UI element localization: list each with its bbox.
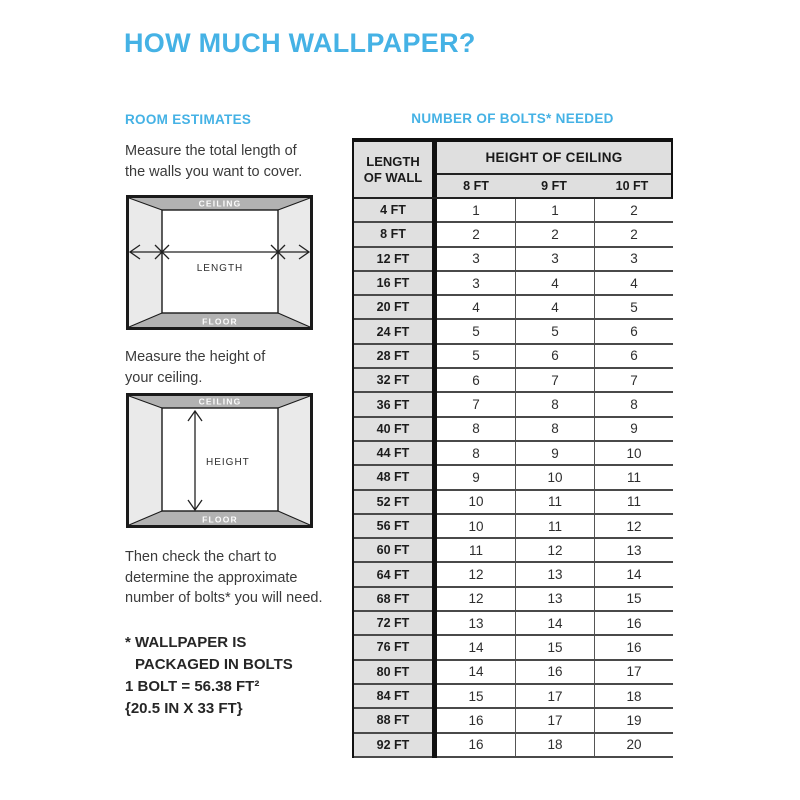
- bolt-count-cell: 16: [437, 709, 516, 731]
- group-header: HEIGHT OF CEILING: [437, 142, 671, 175]
- bolt-count-cell: 2: [437, 223, 516, 245]
- bolt-count-cell: 11: [595, 491, 673, 513]
- bolt-count-cell: 6: [595, 320, 673, 342]
- bolt-count-cell: 9: [437, 466, 516, 488]
- corner-header-line2: OF WALL: [363, 169, 423, 185]
- table-row: [354, 345, 673, 369]
- floor-label: FLOOR: [202, 514, 238, 525]
- wall-length-cell: 32 FT: [354, 369, 437, 391]
- bolt-count-cell: 5: [595, 296, 673, 318]
- bolts-packaging-note: [125, 632, 293, 676]
- wall-length-cell: 16 FT: [354, 272, 437, 294]
- table-row: [354, 199, 673, 223]
- bolt-count-cell: 15: [595, 588, 673, 610]
- bolt-count-cell: 19: [595, 709, 673, 731]
- page-title: HOW MUCH WALLPAPER?: [124, 28, 476, 58]
- step2-line2: your ceiling.: [125, 369, 203, 386]
- bolt-count-cell: 5: [437, 320, 516, 342]
- bolt-count-cell: 14: [437, 636, 516, 658]
- wall-length-cell: 12 FT: [354, 248, 437, 270]
- table-row: [354, 563, 673, 587]
- wall-length-cell: 72 FT: [354, 612, 437, 634]
- table-row: [354, 491, 673, 515]
- bolt-count-cell: 8: [516, 393, 595, 415]
- wall-length-cell: 56 FT: [354, 515, 437, 537]
- bolt-count-cell: 10: [437, 515, 516, 537]
- bolt-count-cell: 3: [437, 272, 516, 294]
- bolt-count-cell: 2: [516, 223, 595, 245]
- table-row: [354, 369, 673, 393]
- table-row: [354, 272, 673, 296]
- bolts-table: [352, 138, 673, 758]
- bolt-count-cell: 4: [516, 272, 595, 294]
- floor-label: FLOOR: [202, 316, 238, 327]
- bolt-count-cell: 13: [516, 588, 595, 610]
- bolt-size-note: [125, 676, 259, 720]
- bolt-count-cell: 12: [516, 539, 595, 561]
- bolt-count-cell: 10: [437, 491, 516, 513]
- table-row: [354, 442, 673, 466]
- bolt-count-cell: 15: [516, 636, 595, 658]
- wall-length-cell: 44 FT: [354, 442, 437, 464]
- step3-line2: determine the approximate: [125, 569, 298, 586]
- wall-length-cell: 68 FT: [354, 588, 437, 610]
- bolt-count-cell: 7: [595, 369, 673, 391]
- table-row: [354, 418, 673, 442]
- bolt-count-cell: 7: [437, 393, 516, 415]
- table-row: [354, 515, 673, 539]
- table-row: [354, 709, 673, 733]
- bolt-count-cell: 6: [437, 369, 516, 391]
- bolt-count-cell: 8: [437, 418, 516, 440]
- bolts-note-line1: * WALLPAPER IS: [125, 634, 247, 651]
- step3-text: [125, 547, 322, 609]
- bolt-count-cell: 3: [437, 248, 516, 270]
- length-measure-label: LENGTH: [196, 263, 244, 274]
- wall-length-cell: 40 FT: [354, 418, 437, 440]
- bolt-count-cell: 4: [437, 296, 516, 318]
- bolt-count-cell: 7: [516, 369, 595, 391]
- bolt-count-cell: 3: [595, 248, 673, 270]
- bolt-count-cell: 8: [437, 442, 516, 464]
- bolt-count-cell: 5: [516, 320, 595, 342]
- bolt-count-cell: 17: [595, 661, 673, 683]
- column-header-10ft: 10 FT: [615, 179, 649, 193]
- table-row: [354, 685, 673, 709]
- bolt-count-cell: 15: [437, 685, 516, 707]
- wall-length-cell: 48 FT: [354, 466, 437, 488]
- height-measure-label: HEIGHT: [206, 457, 250, 468]
- bolt-count-cell: 8: [516, 418, 595, 440]
- bolt-count-cell: 14: [437, 661, 516, 683]
- bolt-count-cell: 18: [595, 685, 673, 707]
- wall-length-cell: 88 FT: [354, 709, 437, 731]
- step3-line1: Then check the chart to: [125, 549, 277, 565]
- ceiling-label: CEILING: [198, 396, 242, 407]
- bolt-count-cell: 2: [595, 223, 673, 245]
- bolt-count-cell: 8: [595, 393, 673, 415]
- bolt-count-cell: 14: [516, 612, 595, 634]
- bolts-table-header: [354, 138, 673, 199]
- bolt-count-cell: 11: [516, 491, 595, 513]
- wall-length-cell: 52 FT: [354, 491, 437, 513]
- bolt-count-cell: 6: [595, 345, 673, 367]
- bolt-count-cell: 9: [516, 442, 595, 464]
- bolt-count-cell: 13: [595, 539, 673, 561]
- room-length-diagram: [126, 195, 313, 330]
- table-row: [354, 248, 673, 272]
- step2-text: [125, 347, 265, 388]
- wall-length-cell: 92 FT: [354, 734, 437, 756]
- bolt-count-cell: 12: [595, 515, 673, 537]
- table-row: [354, 661, 673, 685]
- wall-length-cell: 60 FT: [354, 539, 437, 561]
- wall-length-cell: 20 FT: [354, 296, 437, 318]
- room-height-diagram: [126, 393, 313, 528]
- column-header-9ft: 9 FT: [541, 179, 567, 193]
- table-row: [354, 612, 673, 636]
- bolt-count-cell: 1: [516, 199, 595, 221]
- table-row: [354, 636, 673, 660]
- bolt-count-cell: 6: [516, 345, 595, 367]
- bolt-count-cell: 11: [516, 515, 595, 537]
- bolt-count-cell: 12: [437, 563, 516, 585]
- wall-length-cell: 84 FT: [354, 685, 437, 707]
- bolt-count-cell: 16: [437, 734, 516, 756]
- bolts-needed-heading: NUMBER OF BOLTS* NEEDED: [411, 111, 614, 126]
- bolt-size-line2: {20.5 IN X 33 FT}: [125, 700, 243, 717]
- column-header-8ft: 8 FT: [463, 179, 489, 193]
- wall-length-cell: 4 FT: [354, 199, 437, 221]
- bolt-count-cell: 11: [437, 539, 516, 561]
- table-row: [354, 734, 673, 758]
- step1-line1: Measure the total length of: [125, 143, 297, 159]
- step3-line3: number of bolts* you will need.: [125, 590, 323, 606]
- bolt-count-cell: 20: [595, 734, 673, 756]
- bolt-count-cell: 16: [595, 636, 673, 658]
- bolt-count-cell: 13: [516, 563, 595, 585]
- table-row: [354, 588, 673, 612]
- bolt-count-cell: 14: [595, 563, 673, 585]
- ceiling-height-header-group: [437, 142, 671, 197]
- step2-line1: Measure the height of: [125, 349, 266, 365]
- wall-length-cell: 64 FT: [354, 563, 437, 585]
- bolt-count-cell: 16: [516, 661, 595, 683]
- bolt-count-cell: 4: [516, 296, 595, 318]
- bolt-count-cell: 3: [516, 248, 595, 270]
- bolt-count-cell: 12: [437, 588, 516, 610]
- bolt-size-line1: 1 BOLT = 56.38 FT²: [125, 678, 260, 695]
- bolt-count-cell: 2: [595, 199, 673, 221]
- bolt-count-cell: 4: [595, 272, 673, 294]
- bolt-count-cell: 18: [516, 734, 595, 756]
- step1-line2: the walls you want to cover.: [125, 163, 303, 180]
- bolt-count-cell: 17: [516, 685, 595, 707]
- back-wall: [162, 210, 278, 313]
- table-row: [354, 223, 673, 247]
- bolt-count-cell: 1: [437, 199, 516, 221]
- bolt-count-cell: 11: [595, 466, 673, 488]
- bolt-count-cell: 5: [437, 345, 516, 367]
- wall-length-cell: 24 FT: [354, 320, 437, 342]
- wall-length-cell: 28 FT: [354, 345, 437, 367]
- wall-length-cell: 80 FT: [354, 661, 437, 683]
- bolt-count-cell: 17: [516, 709, 595, 731]
- step1-text: [125, 141, 302, 182]
- bolt-count-cell: 10: [595, 442, 673, 464]
- table-row: [354, 539, 673, 563]
- table-row: [354, 466, 673, 490]
- bolt-count-cell: 10: [516, 466, 595, 488]
- corner-header: [354, 142, 437, 197]
- sub-headers: [437, 175, 671, 197]
- bolt-count-cell: 9: [595, 418, 673, 440]
- table-row: [354, 320, 673, 344]
- wall-length-cell: 36 FT: [354, 393, 437, 415]
- table-row: [354, 393, 673, 417]
- bolt-count-cell: 16: [595, 612, 673, 634]
- bolt-count-cell: 13: [437, 612, 516, 634]
- wall-length-cell: 76 FT: [354, 636, 437, 658]
- table-row: [354, 296, 673, 320]
- wall-length-cell: 8 FT: [354, 223, 437, 245]
- ceiling-label: CEILING: [198, 198, 242, 209]
- bolts-note-line2: PACKAGED IN BOLTS: [135, 656, 293, 673]
- room-estimates-heading: ROOM ESTIMATES: [125, 112, 252, 127]
- corner-header-line1: LENGTH: [366, 153, 420, 169]
- bolt-table-body: [354, 199, 673, 758]
